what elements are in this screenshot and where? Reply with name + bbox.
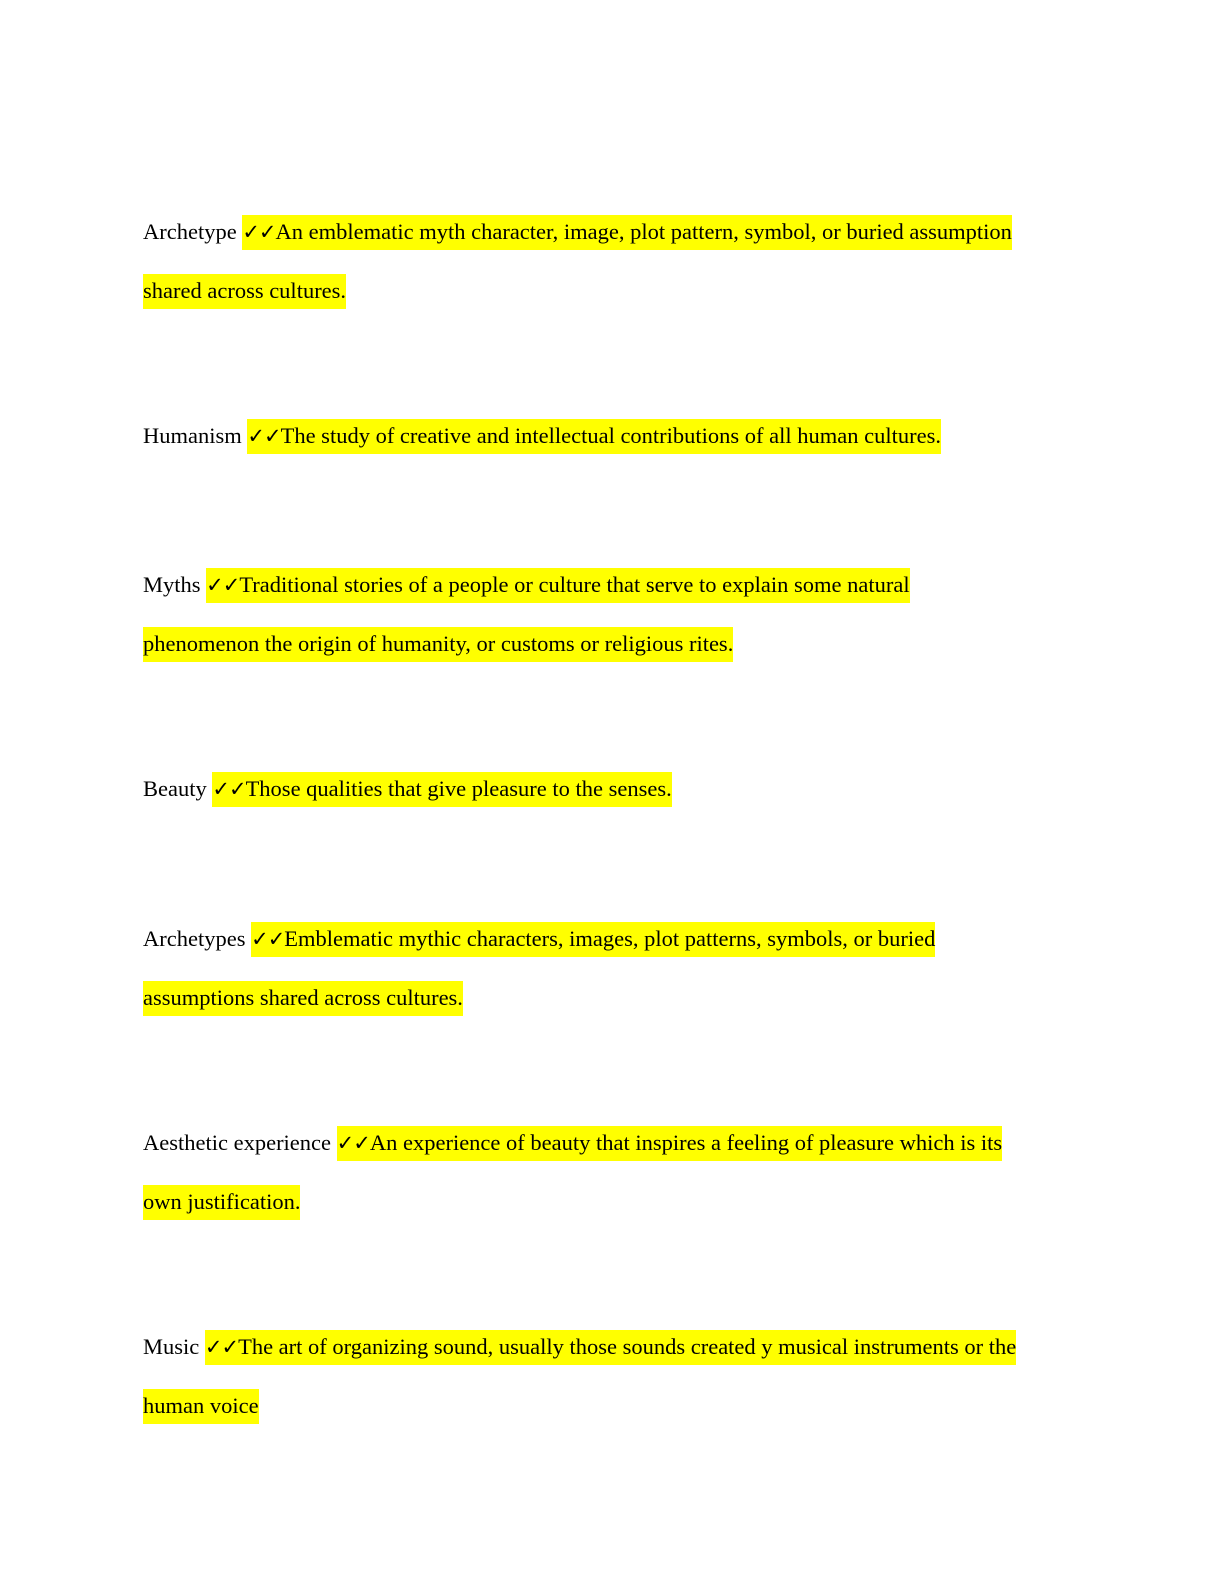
definition-text: An experience of beauty that inspires a feeling of pleasure which is its	[369, 1130, 1003, 1155]
definition-highlight	[143, 274, 346, 309]
definition-text: assumptions shared across cultures.	[143, 985, 463, 1010]
entry-line	[143, 1376, 1083, 1435]
definition-highlight	[337, 1126, 1003, 1161]
term: Aesthetic experience	[143, 1130, 332, 1155]
entry-line	[143, 261, 1083, 320]
entry-line	[143, 406, 1083, 465]
double-check-icon: ✓✓	[206, 573, 240, 597]
entry-archetypes	[143, 909, 1083, 1027]
entry-line	[143, 1172, 1083, 1231]
entry-line	[143, 614, 1083, 673]
definition-text: Traditional stories of a people or culture that serve to explain some natural	[239, 572, 910, 597]
definition-text: human voice	[143, 1393, 259, 1418]
entry-aesthetic-experience	[143, 1113, 1083, 1231]
double-check-icon: ✓✓	[251, 927, 285, 951]
entry-archetype	[143, 202, 1083, 320]
entry-line	[143, 555, 1083, 614]
double-check-icon: ✓✓	[204, 1335, 239, 1359]
definition-highlight	[247, 419, 941, 454]
entry-line	[143, 968, 1083, 1027]
definition-highlight	[143, 1185, 300, 1220]
definition-highlight	[206, 568, 909, 603]
term: Archetypes	[143, 926, 246, 951]
entry-line	[143, 1317, 1083, 1376]
term: Music	[143, 1334, 200, 1359]
double-check-icon: ✓✓	[212, 777, 246, 801]
double-check-icon: ✓✓	[336, 1131, 370, 1155]
definition-text: The art of organizing sound, usually those sounds created y musical instruments or the	[238, 1334, 1017, 1359]
definition-text: Emblematic mythic characters, images, plot patterns, symbols, or buried	[284, 926, 936, 951]
definition-text: phenomenon the origin of humanity, or customs or religious rites.	[143, 631, 734, 656]
definition-highlight	[143, 627, 733, 662]
definition-text: Those qualities that give pleasure to the senses.	[245, 776, 672, 801]
definition-highlight	[205, 1330, 1016, 1365]
entry-line	[143, 759, 1083, 818]
entry-line	[143, 1113, 1083, 1172]
definition-text: shared across cultures.	[143, 278, 347, 303]
definition-text: own justification.	[143, 1189, 301, 1214]
definition-highlight	[242, 215, 1012, 250]
entry-beauty	[143, 759, 1083, 818]
definition-text: An emblematic myth character, image, plot pattern, symbol, or buried assumption	[275, 219, 1012, 244]
definition-highlight	[143, 981, 463, 1016]
double-check-icon: ✓✓	[242, 220, 276, 244]
definition-highlight	[143, 1389, 259, 1424]
entry-music	[143, 1317, 1083, 1435]
definition-highlight	[251, 922, 935, 957]
entry-line	[143, 909, 1083, 968]
term: Humanism	[143, 423, 242, 448]
definition-text: The study of creative and intellectual contributions of all human cultures.	[280, 423, 941, 448]
double-check-icon: ✓✓	[247, 424, 281, 448]
definition-highlight	[212, 772, 671, 807]
term: Beauty	[143, 776, 207, 801]
term: Archetype	[143, 219, 237, 244]
term: Myths	[143, 572, 201, 597]
entry-humanism	[143, 406, 1083, 465]
entry-myths	[143, 555, 1083, 673]
entry-line	[143, 202, 1083, 261]
